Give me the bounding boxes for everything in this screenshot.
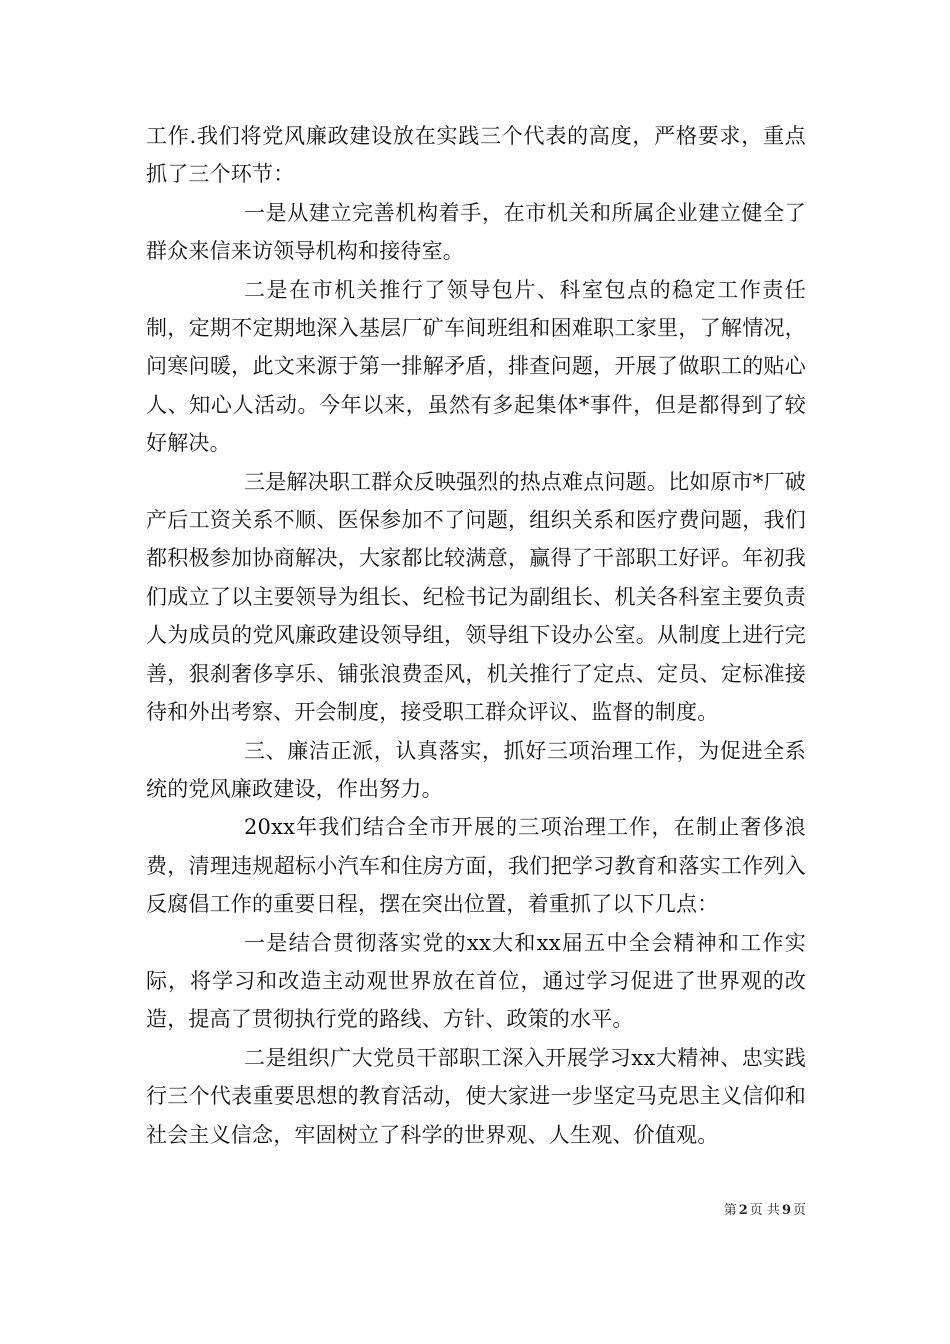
paragraph-intro: 20xx年我们结合全市开展的三项治理工作，在制止奢侈浪费，清理违规超标小汽车和住房方面，我们把学习教育和落实工作列入反腐倡工作的重要日程，摆在突出位置，着重抓了以下几点： [146, 815, 806, 917]
paragraph-point-2: 二是组织广大党员干部职工深入开展学习xx大精神、忠实践行三个代表重要思想的教育活动，使大家进一步坚定马克思主义信仰和社会主义信念，牢固树立了科学的世界观、人生观、价值观。 [146, 1045, 806, 1147]
paragraph-item-2: 二是在市机关推行了领导包片、科室包点的稳定工作责任制，定期不定期地深入基层厂矿车间班组和困难职工家里，了解情况，问寒问暖，此文来源于第一排解矛盾，排查问题，开展了做职工的贴心人、知心人活动。今年以来，虽然有多起集体*事件，但是都得到了较好解决。 [146, 277, 806, 456]
section-heading-3: 三、廉洁正派，认真落实，抓好三项治理工作，为促进全系统的党风廉政建设，作出努力。 [146, 738, 806, 801]
paragraph-item-3: 三是解决职工群众反映强烈的热点难点问题。比如原市*厂破产后工资关系不顺、医保参加不了问题，组织关系和医疗费问题，我们都积极参加协商解决，大家都比较满意，赢得了干部职工好评。年初我们成立了以主要领导为组长、纪检书记为副组长、机关各科室主要负责人为成员的党风廉政建设领导组，领导组下设办公室。从制度上进行完善，狠刹奢侈享乐、铺张浪费歪风，机关推行了定点、定员、定标准接待和外出考察、开会制度，接受职工群众评议、监督的制度。 [146, 469, 806, 725]
document-body [146, 117, 806, 1154]
paragraph-item-1: 一是从建立完善机构着手，在市机关和所属企业建立健全了群众来信来访领导机构和接待室。 [146, 200, 806, 264]
footer-suffix: 页 [792, 1203, 806, 1218]
footer-prefix: 第 [723, 1203, 737, 1218]
footer-middle: 页 共 [749, 1203, 780, 1218]
paragraph-point-1: 一是结合贯彻落实党的xx大和xx届五中全会精神和工作实际，将学习和改造主动观世界放在首位，通过学习促进了世界观的改造，提高了贯彻执行党的路线、方针、政策的水平。 [146, 930, 806, 1032]
current-page-number: 2 [738, 1203, 748, 1218]
total-page-number: 9 [781, 1203, 791, 1218]
page-number-footer [724, 1203, 806, 1219]
paragraph-continuation: 工作.我们将党风廉政建设放在实践三个代表的高度，严格要求，重点抓了三个环节： [146, 124, 806, 187]
